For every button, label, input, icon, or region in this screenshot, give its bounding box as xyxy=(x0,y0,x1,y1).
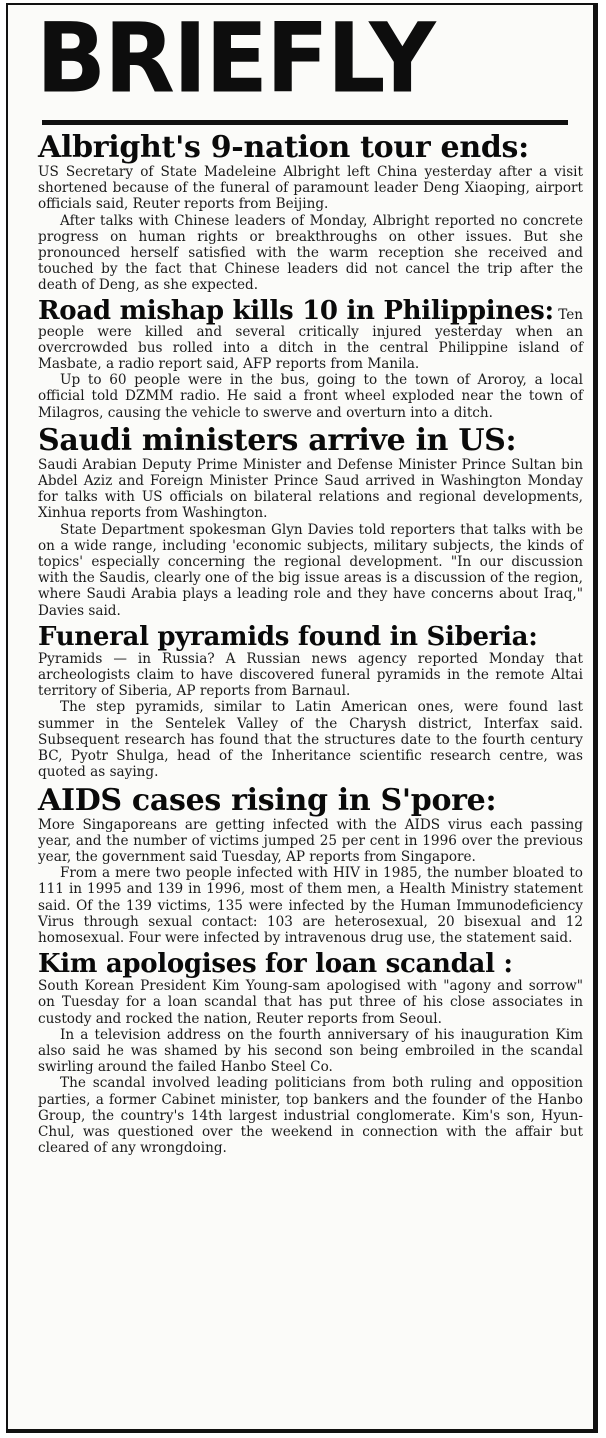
story-headline: Road mishap kills 10 in Philippines: xyxy=(38,295,554,326)
story-headline: Funeral pyramids found in Siberia: xyxy=(38,621,538,652)
briefs-column xyxy=(38,132,583,1158)
story-headline: AIDS cases rising in S'pore: xyxy=(38,782,497,818)
story-aids-cases xyxy=(38,782,583,947)
story-paragraph: More Singaporeans are getting infected with the AIDS virus each passing year, and the number of victims jumped 25 per cent in 1996 over the previous year, the government said Tuesday, AP reports from Singapore. xyxy=(38,816,583,865)
story-kim-apologises xyxy=(38,950,583,1156)
story-paragraph: After talks with Chinese leaders of Monday, Albright reported no concrete progress on human rights or breakthroughs on other issues. But she pronounced herself satisfied with the warm reception she received and touched by the fact that Chinese leaders did not cancel the trip after the death of Deng, as she expected. xyxy=(38,212,583,294)
story-lead-text: Ten people were killed and several critically injured yesterday when an overcrowded bus rolled into a ditch in the central Philippine island of Masbate, a radio report said, AFP reports from Manila. xyxy=(38,306,583,373)
story-paragraph: State Department spokesman Glyn Davies told reporters that talks with be on a wide range, including 'economic subjects, military subjects, the kinds of topics' especially concerning the regional development. "In our discussion with the Saudis, clearly one of the big issue areas is a discussion of the region, where Saudi Arabia plays a leading role and they have concerns about Iraq," Davies said. xyxy=(38,521,583,619)
story-headline: Albright's 9-nation tour ends: xyxy=(38,130,529,165)
story-funeral-pyramids xyxy=(38,623,583,781)
story-paragraph: South Korean President Kim Young-sam apologised with "agony and sorrow" on Tuesday for a loan scandal that has put three of his close associates in custody and rocked the nation, Reuter reports from Seoul. xyxy=(38,978,583,1027)
story-lead-paragraph xyxy=(38,295,583,373)
story-paragraph: The scandal involved leading politicians from both ruling and opposition parties, a former Cabinet minister, top bankers and the founder of the Hanbo Group, the country's 14th largest industrial conglomerate. Kim's son, Hyun-Chul, was questioned over the weekend in connection with the affair but cleared of any wrongdoing. xyxy=(38,1075,583,1157)
story-headline: Kim apologises for loan scandal : xyxy=(38,949,513,980)
story-paragraph: Pyramids — in Russia? A Russian news agency reported Monday that archeologists claim to have discovered funeral pyramids in the remote Altai territory of Siberia, AP reports from Barnaul. xyxy=(38,650,583,700)
story-headline: Saudi ministers arrive in US: xyxy=(38,422,517,458)
newspaper-clipping xyxy=(6,3,598,1433)
story-albright xyxy=(38,132,583,294)
story-paragraph: Saudi Arabian Deputy Prime Minister and Defense Minister Prince Sultan bin Abdel Aziz and Foreign Minister Prince Saud arrived in Washington Monday for talks with US officials on bilateral relations and regional developments, Xinhua reports from Washington. xyxy=(38,456,583,522)
story-paragraph: In a television address on the fourth anniversary of his inauguration Kim also said he was shamed by his second son being embroiled in the scandal swirling around the failed Hanbo Steel Co. xyxy=(38,1026,583,1076)
story-paragraph: Up to 60 people were in the bus, going to the town of Aroroy, a local official told DZMM radio. He said a front wheel exploded near the town of Milagros, causing the vehicle to swerve and overturn into a ditch. xyxy=(38,372,583,421)
story-paragraph: The step pyramids, similar to Latin American ones, were found last summer in the Sentelek Valley of the Charysh district, Interfax said. Subsequent research has found that the structures date to the fourth century BC, Pyotr Shulga, head of the Inheritance scientific research centre, was quoted as saying. xyxy=(38,699,583,781)
story-saudi-ministers xyxy=(38,422,583,619)
masthead-rule xyxy=(42,120,568,125)
story-paragraph: From a mere two people infected with HIV in 1985, the number bloated to 111 in 1995 and 139 in 1996, most of them men, a Health Ministry statement said. Of the 139 victims, 135 were infected by the Human Immunodeficiency Virus through sexual contact: 103 are heterosexual, 20 bisexual and 12 homosexual. Four were infected by intravenous drug use, the statement said. xyxy=(38,865,583,946)
story-road-mishap xyxy=(38,295,583,421)
masthead xyxy=(36,2,564,115)
masthead-letter: BRIEFLY xyxy=(36,2,434,115)
story-paragraph: US Secretary of State Madeleine Albright left China yesterday after a visit shortened because of the funeral of paramount leader Deng Xiaoping, airport officials said, Reuter reports from Beijing. xyxy=(38,164,583,213)
